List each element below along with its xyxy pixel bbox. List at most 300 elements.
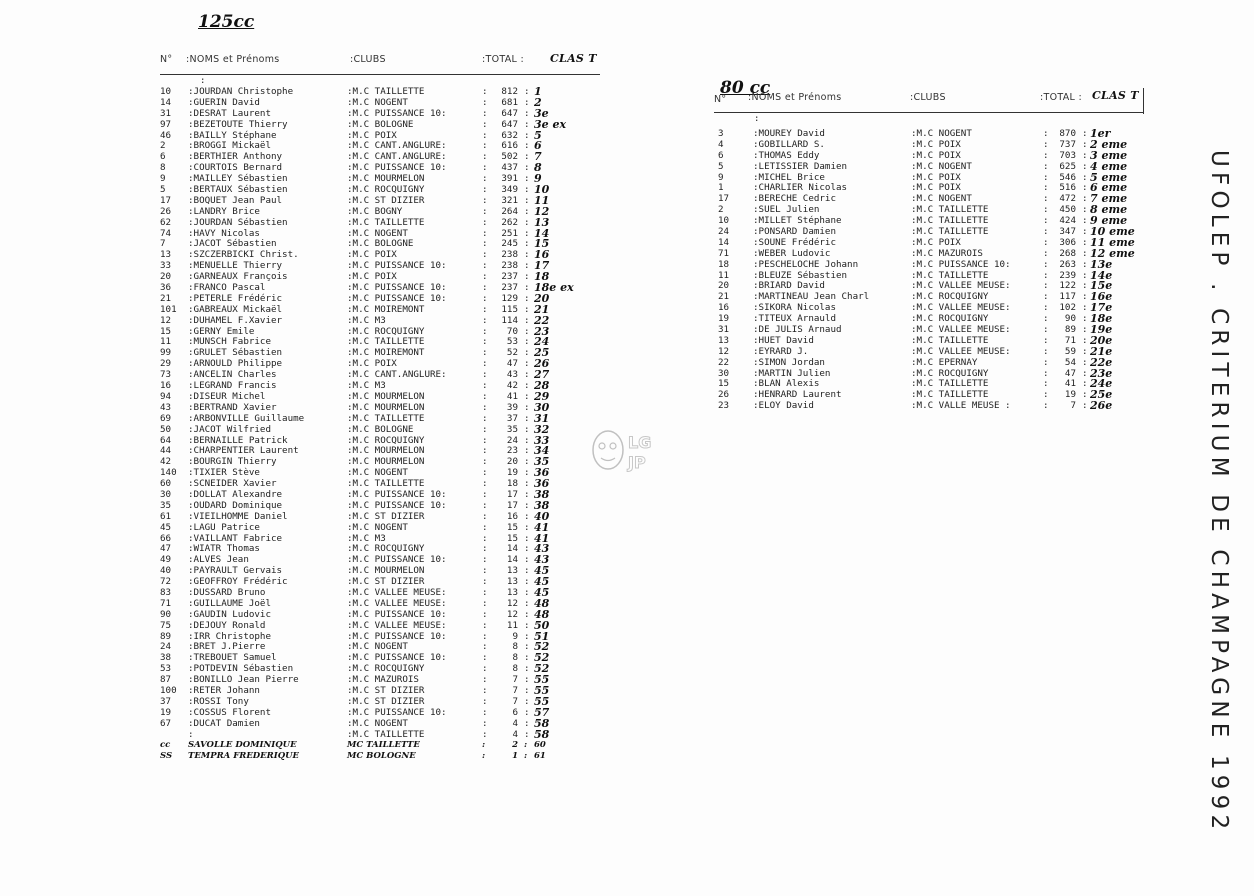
rider-club: :M.C ST DIZIER (347, 695, 425, 707)
rider-name: :CHARPENTIER Laurent (188, 445, 299, 457)
separator: : (1082, 356, 1088, 368)
separator: : (1043, 171, 1049, 183)
vertical-title-text: UFOLEP . CRITERIUM DE CHAMPAGNE 1992 (1206, 150, 1232, 835)
rider-club: :M.C NOGENT (911, 128, 972, 139)
rider-name: :DUSSARD Bruno (188, 586, 266, 598)
rider-club: :M.C MAZUROIS (347, 674, 419, 686)
rider-rank: 4 eme (1090, 159, 1128, 173)
rider-rank: 11 (534, 193, 550, 207)
separator: : (482, 292, 488, 304)
separator: : (524, 543, 530, 555)
separator: : (524, 641, 530, 653)
rider-total: 47 (1064, 367, 1076, 379)
separator: : (482, 510, 488, 522)
rider-total: 4 (512, 728, 518, 740)
rider-number: 60 (160, 478, 172, 490)
rider-name: :GOBILLARD S. (753, 138, 825, 150)
rider-name: :SIMON Jordan (753, 356, 825, 368)
rider-club: :M.C TAILLETTE (347, 86, 425, 97)
rider-club: :M.C ROCQUIGNY (911, 291, 989, 303)
rider-rank: 22 (534, 313, 550, 327)
rider-total: 11 (506, 619, 518, 631)
rider-rank: 25 (534, 346, 550, 360)
separator: : (524, 586, 530, 598)
rider-club: :M.C MOURMELON (347, 445, 425, 457)
stamp-text-jp: JP (628, 453, 646, 472)
separator: : (1043, 215, 1049, 227)
separator: : (1082, 226, 1088, 238)
rider-rank: 26 (534, 357, 550, 371)
separator: : (1043, 313, 1049, 325)
separator: : (482, 706, 488, 718)
separator: : (482, 499, 488, 511)
rider-rank: 6 (534, 139, 542, 153)
rider-rank: 55 (534, 683, 550, 697)
rider-rank: 21e (1090, 344, 1113, 358)
rider-total: 114 (501, 314, 518, 326)
rider-name: :CHARLIER Nicolas (753, 182, 848, 194)
separator: : (524, 358, 530, 370)
separator: : (524, 695, 530, 707)
separator: : (1043, 389, 1049, 401)
rider-number: 47 (160, 543, 172, 555)
rider-total: 35 (506, 423, 518, 435)
rider-number: 26 (718, 389, 730, 401)
rider-rank: 3e ex (534, 117, 567, 131)
rider-rank: 16e (1090, 290, 1113, 304)
rider-name: :VAILLANT Fabrice (188, 532, 283, 544)
rider-total: 9 (512, 630, 518, 642)
separator: : (1082, 171, 1088, 183)
rider-rank: 16 (534, 248, 550, 262)
rider-rank: 9 eme (1090, 214, 1128, 228)
rider-name: :BERTHIER Anthony (188, 151, 283, 163)
separator: : (524, 140, 530, 152)
separator: : (524, 488, 530, 500)
rider-rank: 55 (534, 673, 550, 687)
separator: : (482, 467, 488, 479)
separator: : (1043, 291, 1049, 303)
rider-rank: 23 (534, 324, 550, 338)
rider-total: 681 (501, 96, 518, 108)
rider-number: 71 (718, 247, 730, 259)
rider-number: 22 (718, 356, 730, 368)
rider-rank: 29 (534, 389, 550, 403)
rider-rank: 18e ex (534, 281, 574, 295)
rider-club: :M.C ST DIZIER (347, 194, 425, 206)
rider-rank: 7 eme (1090, 192, 1128, 206)
rider-rank: 26e (1090, 399, 1113, 413)
rider-total: 39 (506, 401, 518, 413)
rider-total: 117 (1059, 291, 1076, 303)
separator: : (1082, 269, 1088, 281)
rider-number: 19 (160, 706, 172, 718)
rider-club: :M.C NOGENT (347, 521, 408, 533)
left-header-clas: CLAS T (550, 52, 597, 65)
rider-total: 41 (1064, 378, 1076, 390)
separator: : (482, 173, 488, 185)
rider-rank: 14 (534, 226, 550, 240)
separator: : (524, 325, 530, 337)
right-section-title: 80 cc (720, 78, 771, 98)
rider-rank: 5 (534, 128, 542, 142)
rider-name: :MOUREY David (753, 128, 825, 139)
rider-total: 251 (501, 227, 518, 239)
rider-name: :DISEUR Michel (188, 390, 266, 402)
rider-rank: 52 (534, 662, 550, 676)
rider-total: 2 (512, 740, 518, 751)
rider-number: 44 (160, 445, 172, 457)
rider-rank: 36 (534, 477, 550, 491)
rider-rank: 58 (534, 716, 550, 730)
rider-number: 11 (160, 336, 172, 348)
separator: : (524, 467, 530, 479)
rider-rank: 34 (534, 444, 550, 458)
rider-rank: 51 (534, 629, 550, 643)
rider-name: :LANDRY Brice (188, 205, 260, 217)
rider-number: 11 (718, 269, 730, 281)
rider-club: :M.C VALLEE MEUSE: (347, 586, 447, 598)
rider-club: :M.C POIX (911, 182, 961, 194)
rider-number: 37 (160, 695, 172, 707)
rider-rank: 50 (534, 618, 550, 632)
separator: : (1043, 138, 1049, 150)
separator: : (1082, 400, 1088, 412)
rider-number: 29 (160, 358, 172, 370)
rider-number: 66 (160, 532, 172, 544)
rider-total: 17 (506, 499, 518, 511)
rider-number: 2 (718, 204, 724, 216)
rider-rank: 12 (534, 204, 550, 218)
rider-number: 71 (160, 597, 172, 609)
rider-number: 89 (160, 630, 172, 642)
left-table-row (160, 727, 610, 741)
rider-total: 12 (506, 608, 518, 620)
rider-name: :GUILLAUME Joël (188, 597, 271, 609)
separator: : (1082, 389, 1088, 401)
separator: : (482, 303, 488, 315)
rider-club: :M.C TAILLETTE (347, 412, 425, 424)
rider-name: :SZCZERBICKI Christ. (188, 249, 299, 261)
rider-rank: 31 (534, 411, 550, 425)
rider-total: 17 (506, 488, 518, 500)
rider-total: 41 (506, 390, 518, 402)
rider-rank: 48 (534, 607, 550, 621)
rider-club: :M.C VALLEE MEUSE: (911, 302, 1011, 314)
rider-rank: 9 (534, 172, 542, 186)
rider-club: :M.C ROCQUIGNY (347, 434, 425, 446)
rider-rank: 41 (534, 531, 550, 545)
right-table (718, 129, 1148, 412)
rider-total: 8 (512, 652, 518, 664)
rider-club: :M.C NOGENT (347, 96, 408, 108)
rider-total: 14 (506, 543, 518, 555)
rider-name: :SIKORA Nicolas (753, 302, 836, 314)
separator: : (1043, 247, 1049, 259)
rider-total: 237 (501, 282, 518, 294)
rider-rank: 20 (534, 291, 550, 305)
rider-club: :M.C POIX (347, 271, 397, 283)
rider-number: 42 (160, 456, 172, 468)
right-table-row (718, 159, 1148, 173)
rider-name: :SOUNE Frédéric (753, 236, 836, 248)
left-header (160, 54, 600, 68)
separator: : (524, 96, 530, 108)
separator: : (524, 401, 530, 413)
rider-number: 31 (718, 324, 730, 336)
separator: : (1082, 324, 1088, 336)
rider-name: :GARNEAUX François (188, 271, 288, 283)
rider-club: :M.C PUISSANCE 10: (347, 488, 447, 500)
rider-total: 12 (506, 597, 518, 609)
rider-number: 6 (160, 151, 166, 163)
separator: : (1043, 367, 1049, 379)
rider-total: 1 (512, 751, 518, 762)
rider-name: :WIATR Thomas (188, 543, 260, 555)
rider-name: :JACOT Sébastien (188, 238, 277, 250)
rider-rank: 8 (534, 161, 542, 175)
rider-name: :GRULET Sébastien (188, 347, 283, 359)
rider-name: :WEBER Ludovic (753, 247, 831, 259)
separator: : (524, 740, 528, 751)
separator: : (482, 140, 488, 152)
separator: : (524, 194, 530, 206)
rider-rank: 41 (534, 520, 550, 534)
rider-total: 13 (506, 576, 518, 588)
separator: : (524, 271, 530, 283)
rider-number: 24 (718, 226, 730, 238)
rider-name: :MENUELLE Thierry (188, 260, 283, 272)
separator: : (482, 118, 488, 130)
rider-name: :BOURGIN Thierry (188, 456, 277, 468)
separator: : (524, 751, 528, 762)
rider-name: :FRANCO Pascal (188, 282, 266, 294)
rider-total: 347 (1059, 226, 1076, 238)
separator: : (482, 129, 488, 141)
separator: : (1043, 345, 1049, 357)
rider-total: 238 (501, 249, 518, 261)
separator: : (1043, 302, 1049, 314)
rider-number: 20 (160, 271, 172, 283)
separator: : (1082, 149, 1088, 161)
rider-total: 7 (1070, 400, 1076, 412)
rider-club: :M.C TAILLETTE (911, 215, 989, 227)
rider-name: :BERTRAND Xavier (188, 401, 277, 413)
rider-rank: 2 eme (1090, 137, 1128, 151)
rider-rank: 15 (534, 237, 550, 251)
rider-number: 97 (160, 118, 172, 130)
rider-name: :TREBOUET Samuel (188, 652, 277, 664)
separator: : (482, 260, 488, 272)
rider-number: 10 (718, 215, 730, 227)
rider-number: 15 (718, 378, 730, 390)
rider-name: :BERECHE Cedric (753, 193, 836, 205)
rider-total: 647 (501, 107, 518, 119)
rider-total: 4 (512, 717, 518, 729)
separator: : (1082, 334, 1088, 346)
rider-total: 625 (1059, 160, 1076, 172)
rider-total: 6 (512, 706, 518, 718)
separator: : (524, 347, 530, 359)
rider-total: 14 (506, 554, 518, 566)
rider-club: :M.C ROCQUIGNY (347, 184, 425, 196)
rider-name: :ALVES Jean (188, 554, 249, 566)
rider-name: :RETER Johann (188, 684, 260, 696)
rider-club: :M.C MOURMELON (347, 401, 425, 413)
rider-number: 9 (718, 171, 724, 183)
separator: : (524, 282, 530, 294)
separator: : (1082, 215, 1088, 227)
rider-number: 13 (718, 334, 730, 346)
separator: : (482, 751, 486, 762)
rider-name: SAVOLLE DOMINIQUE (188, 740, 297, 751)
rider-number: 30 (160, 488, 172, 500)
separator: : (482, 565, 488, 577)
rider-total: 115 (501, 303, 518, 315)
rider-club: :M.C TAILLETTE (347, 478, 425, 490)
rider-number: 3 (718, 128, 724, 139)
rider-club: :M.C MOURMELON (347, 456, 425, 468)
rider-name: :COURTOIS Bernard (188, 162, 283, 174)
rider-rank: 28 (534, 379, 550, 393)
separator: : (524, 249, 530, 261)
rider-rank: 55 (534, 694, 550, 708)
rider-total: 19 (1064, 389, 1076, 401)
rider-total: 238 (501, 260, 518, 272)
rider-club: MC BOLOGNE (347, 751, 416, 762)
rider-club: :M.C POIX (911, 171, 961, 183)
separator: : (1082, 258, 1088, 270)
left-table-row (160, 117, 610, 131)
rider-total: 737 (1059, 138, 1076, 150)
separator: : (482, 271, 488, 283)
rider-rank: 2 (534, 95, 542, 109)
separator: : (482, 162, 488, 174)
rider-name: :COSSUS Florent (188, 706, 271, 718)
separator: : (1043, 149, 1049, 161)
rider-total: 7 (512, 684, 518, 696)
rider-number: 26 (160, 205, 172, 217)
rider-number: 72 (160, 576, 172, 588)
rider-total: 90 (1064, 313, 1076, 325)
rider-name: :MILLET Stéphane (753, 215, 842, 227)
rider-club: :M.C PUISSANCE 10: (347, 630, 447, 642)
rider-club: :M.C POIX (347, 129, 397, 141)
separator: : (482, 554, 488, 566)
rider-club: :M.C ROCQUIGNY (347, 663, 425, 675)
separator: : (482, 597, 488, 609)
separator: : (482, 194, 488, 206)
rider-club: :M.C ROCQUIGNY (911, 367, 989, 379)
separator: : (482, 663, 488, 675)
rider-number: 38 (160, 652, 172, 664)
rider-club: :M.C MOURMELON (347, 173, 425, 185)
rider-number: 50 (160, 423, 172, 435)
right-header-clas: CLAS T (1092, 89, 1139, 102)
rider-total: 239 (1059, 269, 1076, 281)
rider-club: :M.C BOLOGNE (347, 238, 414, 250)
rider-club: :M.C ST DIZIER (347, 510, 425, 522)
rider-name: :TITEUX Arnauld (753, 313, 836, 325)
rider-club: :M.C MOIREMONT (347, 347, 425, 359)
separator: : (524, 173, 530, 185)
separator: : (524, 260, 530, 272)
rider-total: 516 (1059, 182, 1076, 194)
rider-name: :LEGRAND Francis (188, 380, 277, 392)
right-lead-colon: : (754, 114, 760, 124)
rider-rank: 25e (1090, 388, 1113, 402)
separator: : (482, 184, 488, 196)
right-table-row (718, 401, 1148, 412)
separator: : (524, 227, 530, 239)
rider-number: 94 (160, 390, 172, 402)
rider-name: :IRR Christophe (188, 630, 271, 642)
left-header-total: :TOTAL : (482, 54, 524, 65)
rider-total: 54 (1064, 356, 1076, 368)
rider-club: :M.C VALLEE MEUSE: (911, 280, 1011, 292)
separator: : (482, 86, 488, 97)
rider-name: :JACOT Wilfried (188, 423, 271, 435)
rider-club: :M.C NOGENT (347, 227, 408, 239)
separator: : (482, 728, 488, 740)
rider-number: 31 (160, 107, 172, 119)
rider-name: :BAILLY Stéphane (188, 129, 277, 141)
rider-rank: 3 eme (1090, 148, 1128, 162)
separator: : (482, 488, 488, 500)
rider-total: 349 (501, 184, 518, 196)
left-table-hand-row (160, 740, 610, 751)
rider-name: :MAILLEY Sébastien (188, 173, 288, 185)
rider-club: :M.C BOLOGNE (347, 423, 414, 435)
rider-total: 23 (506, 445, 518, 457)
rider-rank: 43 (534, 542, 550, 556)
rider-number: 49 (160, 554, 172, 566)
rider-number: 8 (160, 162, 166, 174)
rider-club: :M.C CANT.ANGLURE: (347, 369, 447, 381)
separator: : (482, 423, 488, 435)
rider-number: 99 (160, 347, 172, 359)
rider-rank: 24 (534, 335, 550, 349)
separator: : (482, 576, 488, 588)
separator: : (482, 532, 488, 544)
rider-rank: 58 (534, 727, 550, 741)
rider-name: :OUDARD Dominique (188, 499, 283, 511)
rider-name: :SCNEIDER Xavier (188, 478, 277, 490)
rider-club: :M.C PUISSANCE 10: (911, 258, 1011, 270)
right-header (714, 89, 1144, 106)
rider-name: :MARTIN Julien (753, 367, 831, 379)
rider-total: 245 (501, 238, 518, 250)
rider-number: 14 (160, 96, 172, 108)
separator: : (482, 695, 488, 707)
rider-club: :M.C ROCQUIGNY (347, 325, 425, 337)
separator: : (482, 543, 488, 555)
rider-total: 20 (506, 456, 518, 468)
rider-club: :M.C PUISSANCE 10: (347, 499, 447, 511)
separator: : (482, 151, 488, 163)
separator: : (482, 445, 488, 457)
separator: : (524, 597, 530, 609)
rider-rank: 8 eme (1090, 203, 1128, 217)
rider-club: MC TAILLETTE (347, 740, 420, 751)
separator: : (524, 554, 530, 566)
rider-name: :BRIARD David (753, 280, 825, 292)
separator: : (524, 521, 530, 533)
rider-total: 391 (501, 173, 518, 185)
rider-rank: 5 eme (1090, 170, 1128, 184)
separator: : (524, 663, 530, 675)
rider-club: :M.C M3 (347, 380, 386, 392)
